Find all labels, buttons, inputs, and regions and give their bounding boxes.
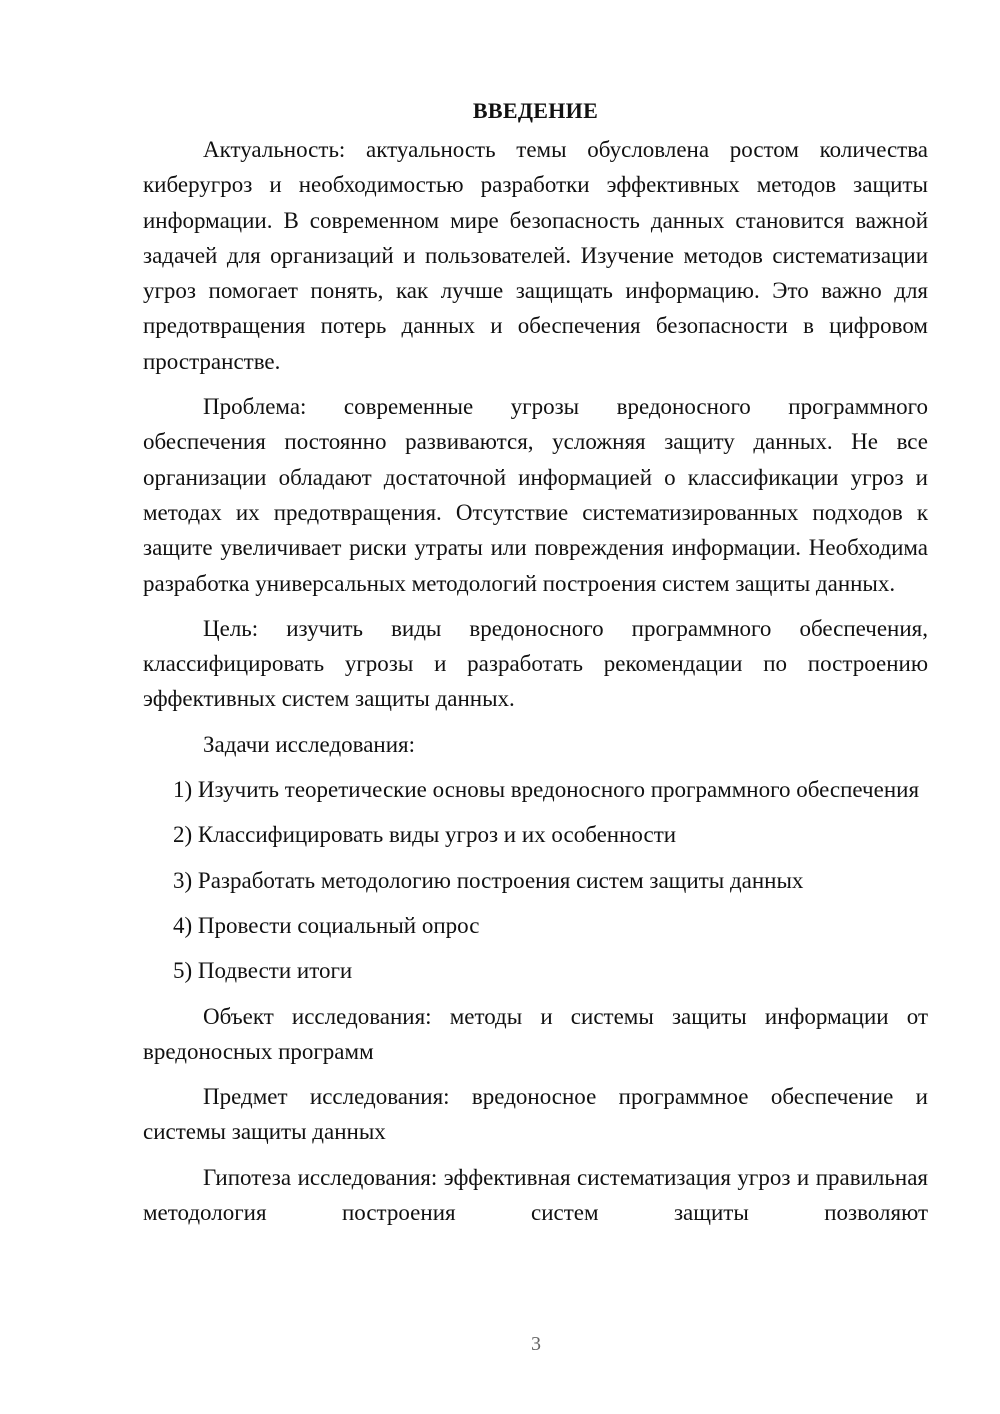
paragraph-problem: Проблема: современные угрозы вредоносного программного обеспечения постоянно развиваются, усложняя защиту данных. Не все организации обладают достаточной информацией о классификации угроз и методах их предотвращения. Отсутствие систематизированных подходов к защите увеличивает риски утраты или повреждения информации. Необходима разработка универсальных методологий построения систем защиты данных.: [143, 394, 928, 596]
paragraph-object: Объект исследования: методы и системы защиты информации от вредоносных программ: [143, 1003, 928, 1064]
page-number: 3: [531, 1333, 541, 1355]
paragraph-relevance: Актуальность: актуальность темы обусловлена ростом количества киберугроз и необходимостью разработки эффективных методов защиты информации. В современном мире безопасность данных становится важной задачей для организаций и пользователей. Изучение методов систематизации угроз помогает понять, как лучше защищать информацию. Это важно для предотвращения потерь данных и обеспечения безопасности в цифровом пространстве.: [143, 137, 928, 374]
tasks-title: Задачи исследования:: [203, 731, 416, 757]
section-heading: ВВЕДЕНИЕ: [472, 98, 599, 123]
task-item-4: 4) Провести социальный опрос: [173, 912, 480, 938]
task-item-5: 5) Подвести итоги: [173, 958, 353, 984]
paragraph-hypothesis: Гипотеза исследования: эффективная систематизация угроз и правильная методология построения систем защиты позволяют: [143, 1164, 928, 1226]
page-content: [143, 93, 928, 1240]
paragraph-subject: Предмет исследования: вредоносное программное обеспечение и системы защиты данных: [143, 1084, 928, 1145]
task-item-2: 2) Классифицировать виды угроз и их особенности: [173, 822, 677, 848]
task-item-3: 3) Разработать методологию построения систем защиты данных: [173, 867, 804, 893]
paragraph-goal: Цель: изучить виды вредоносного программного обеспечения, классифицировать угрозы и разработать рекомендации по построению эффективных систем защиты данных.: [143, 615, 928, 712]
task-item-1: 1) Изучить теоретические основы вредоносного программного обеспечения: [173, 777, 920, 803]
